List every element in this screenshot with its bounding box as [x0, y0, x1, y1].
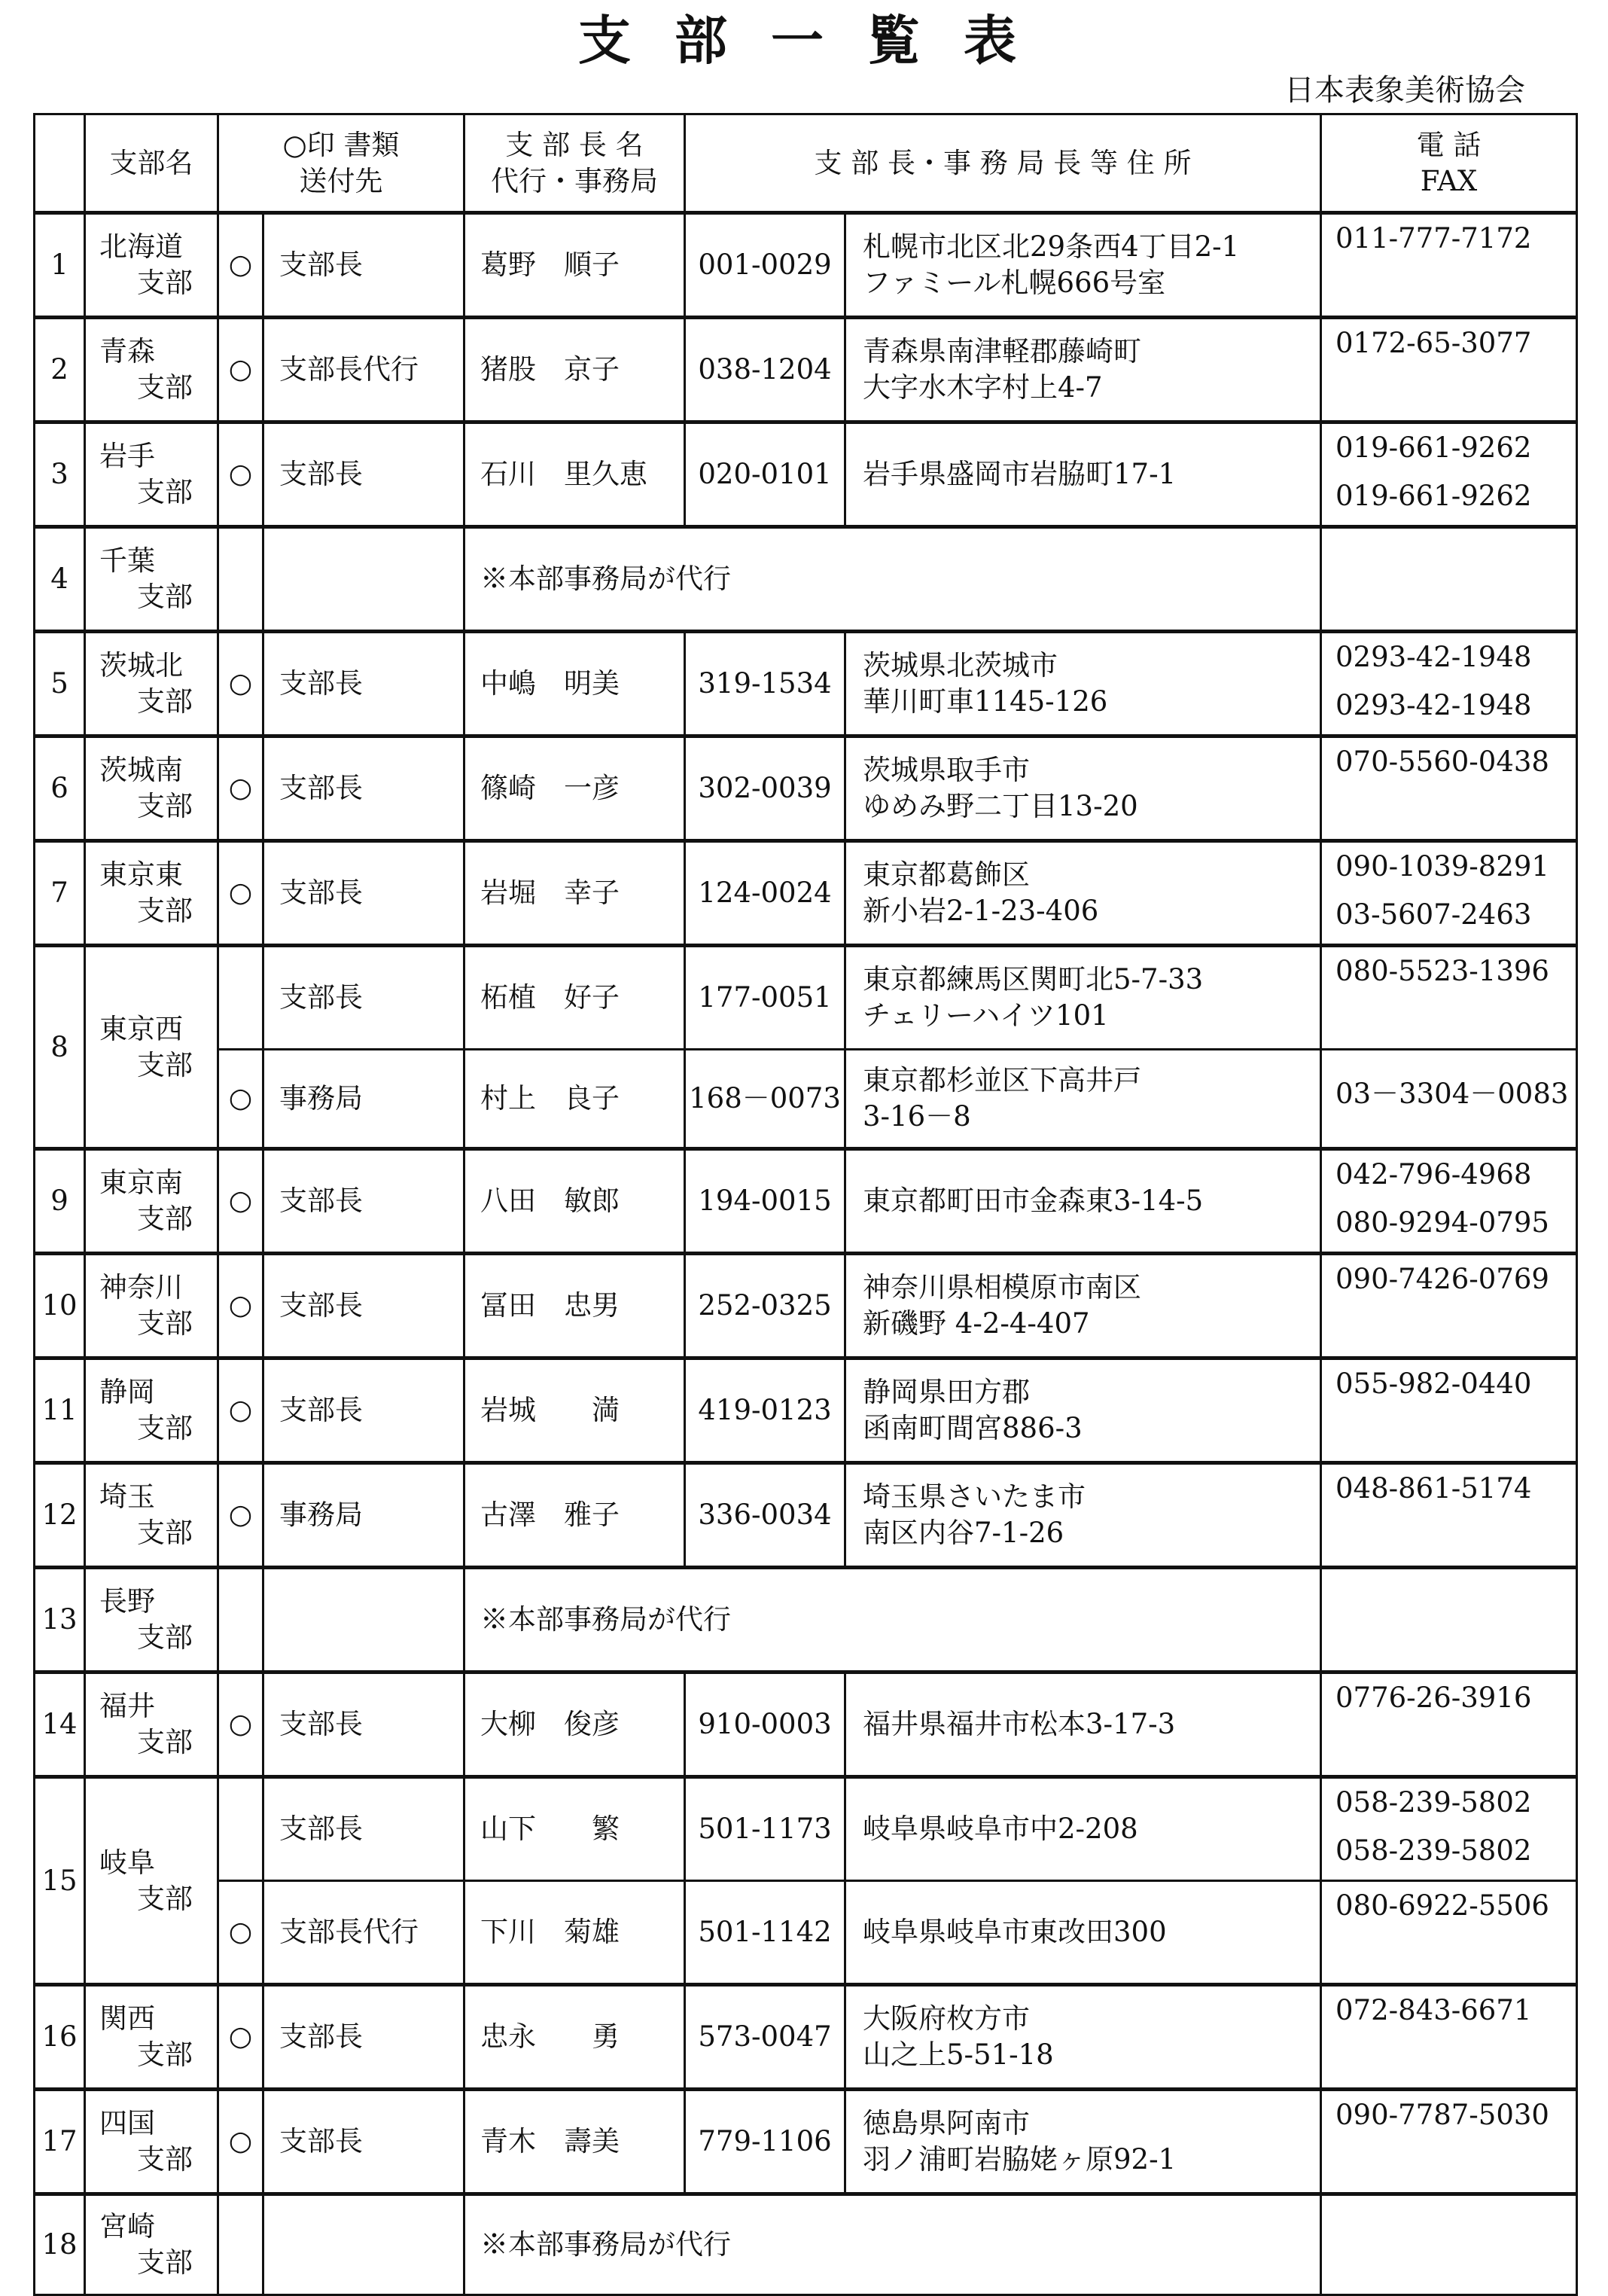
address: [845, 318, 1321, 422]
send-mark: [218, 1777, 263, 1881]
header-head-name: [464, 114, 685, 213]
table-body: [35, 213, 1577, 2295]
row-number: 4: [35, 527, 85, 632]
branch-name-line1: 青森: [99, 335, 155, 367]
branch-name-line2: 支部: [137, 790, 193, 822]
page-title: 支部一覧表: [578, 9, 1060, 72]
phone-fax: [1321, 2090, 1577, 2194]
phone-fax: [1321, 2194, 1577, 2295]
branch-name-line2: 支部: [137, 1048, 193, 1081]
phone-fax: [1321, 841, 1577, 946]
send-mark: ○: [218, 841, 263, 946]
head-name: 大柳 俊彦: [464, 1672, 685, 1777]
address: [845, 2090, 1321, 2194]
role: 支部長: [263, 1985, 464, 2090]
branch-name-line1: 神奈川: [99, 1271, 183, 1304]
address-line2: 新小岩2-1-23-406: [863, 895, 1099, 927]
address-line1: 東京都練馬区関町北5-7-33: [863, 963, 1204, 996]
address-line1: 徳島県阿南市: [863, 2107, 1031, 2139]
table-row: [35, 1672, 1577, 1777]
table-row: [35, 1254, 1577, 1358]
address: [845, 1050, 1321, 1149]
address: [845, 1881, 1321, 1985]
head-name: 岩堀 幸子: [464, 841, 685, 946]
send-mark: ○: [218, 736, 263, 841]
phone-fax: [1321, 1672, 1577, 1777]
address-line2: 華川町車1145-126: [863, 685, 1108, 718]
branch-name-line1: 北海道: [99, 230, 183, 263]
postal-code: 124-0024: [685, 841, 845, 946]
phone-line1: 090-7426-0769: [1335, 1263, 1549, 1295]
row-number: 12: [35, 1463, 85, 1568]
address: [845, 1358, 1321, 1463]
phone-fax: [1321, 1463, 1577, 1568]
phone-line1: 072-843-6671: [1335, 1994, 1532, 2026]
phone-fax: [1321, 1568, 1577, 1672]
phone-line2: 03-5607-2463: [1335, 898, 1532, 931]
phone-line1: 011-777-7172: [1335, 222, 1532, 255]
branch-name-line1: 福井: [99, 1690, 155, 1722]
address-line1: 福井県福井市松本3-17-3: [863, 1708, 1176, 1740]
branch-name: [85, 1463, 218, 1568]
head-name: 岩城 満: [464, 1358, 685, 1463]
table-row: [35, 1050, 1577, 1149]
phone-fax: [1321, 318, 1577, 422]
branch-name: [85, 1568, 218, 1672]
address: [845, 841, 1321, 946]
postal-code: 038-1204: [685, 318, 845, 422]
branch-name-line2: 支部: [137, 267, 193, 299]
postal-code: 020-0101: [685, 422, 845, 527]
postal-code: 194-0015: [685, 1149, 845, 1254]
branch-name-line2: 支部: [137, 685, 193, 718]
postal-code: 177-0051: [685, 946, 845, 1050]
proxy-note: ※本部事務局が代行: [464, 1568, 1321, 1672]
head-name: 篠崎 一彦: [464, 736, 685, 841]
send-mark: ○: [218, 422, 263, 527]
row-number: 6: [35, 736, 85, 841]
postal-code: 910-0003: [685, 1672, 845, 1777]
role: 支部長: [263, 946, 464, 1050]
send-mark: ○: [218, 1050, 263, 1149]
row-number: 5: [35, 632, 85, 736]
send-mark: ○: [218, 1254, 263, 1358]
row-number: 15: [35, 1777, 85, 1985]
header-send-line2: 送付先: [299, 164, 383, 197]
address-line2: 新磯野 4-2-4-407: [863, 1307, 1090, 1340]
postal-code: 302-0039: [685, 736, 845, 841]
role: 支部長: [263, 1254, 464, 1358]
address-line2: 南区内谷7-1-26: [863, 1517, 1064, 1549]
phone-fax: [1321, 1358, 1577, 1463]
branch-name-line2: 支部: [137, 1517, 193, 1549]
branch-name: [85, 1672, 218, 1777]
branch-name: [85, 632, 218, 736]
phone-fax: [1321, 527, 1577, 632]
phone-line1: 090-1039-8291: [1335, 850, 1549, 883]
branch-name: [85, 2194, 218, 2295]
table-row: [35, 422, 1577, 527]
role: [263, 1568, 464, 1672]
branch-name: [85, 736, 218, 841]
branch-name: [85, 1358, 218, 1463]
branch-name: [85, 2090, 218, 2194]
address-line2: 函南町間宮886-3: [863, 1412, 1083, 1444]
address-line1: 岐阜県岐阜市東改田300: [863, 1916, 1167, 1948]
phone-fax: [1321, 1050, 1577, 1149]
send-mark: ○: [218, 213, 263, 318]
address: [845, 632, 1321, 736]
branch-name-line1: 岩手: [99, 440, 155, 472]
branch-name-line2: 支部: [137, 2038, 193, 2071]
send-mark: [218, 946, 263, 1050]
branch-table: [33, 113, 1578, 2296]
address: [845, 1463, 1321, 1568]
role: 支部長: [263, 1149, 464, 1254]
phone-line1: 055-982-0440: [1335, 1368, 1532, 1400]
phone-line1: 048-861-5174: [1335, 1472, 1532, 1505]
address-line1: 札幌市北区北29条西4丁目2-1: [863, 230, 1240, 263]
address-line1: 東京都町田市金森東3-14-5: [863, 1185, 1204, 1217]
row-number: 11: [35, 1358, 85, 1463]
role: 支部長: [263, 213, 464, 318]
branch-name-line2: 支部: [137, 2143, 193, 2176]
phone-fax: [1321, 736, 1577, 841]
role: 事務局: [263, 1463, 464, 1568]
role: 支部長: [263, 2090, 464, 2194]
table-row: [35, 1149, 1577, 1254]
postal-code: 001-0029: [685, 213, 845, 318]
branch-name-line1: 茨城南: [99, 754, 183, 786]
table-row: [35, 946, 1577, 1050]
address: [845, 1777, 1321, 1881]
address-line1: 埼玉県さいたま市: [863, 1480, 1086, 1513]
phone-line1: 0293-42-1948: [1335, 641, 1532, 673]
branch-name-line1: 埼玉: [99, 1480, 155, 1513]
role: 支部長: [263, 736, 464, 841]
head-name: 下川 菊雄: [464, 1881, 685, 1985]
role: 支部長代行: [263, 1881, 464, 1985]
head-name: 忠永 勇: [464, 1985, 685, 2090]
organization-name: 日本表象美術協会: [1284, 73, 1525, 108]
postal-code: 501-1173: [685, 1777, 845, 1881]
send-mark: ○: [218, 632, 263, 736]
table-row: [35, 2090, 1577, 2194]
row-number: 1: [35, 213, 85, 318]
branch-name-line2: 支部: [137, 1412, 193, 1444]
header-phone-line2: FAX: [1420, 164, 1478, 197]
send-mark: ○: [218, 1672, 263, 1777]
role: 事務局: [263, 1050, 464, 1149]
address-line2: チェリーハイツ101: [863, 999, 1109, 1032]
postal-code: 779-1106: [685, 2090, 845, 2194]
table-row: [35, 213, 1577, 318]
address-line1: 茨城県北茨城市: [863, 649, 1058, 681]
branch-name: [85, 318, 218, 422]
phone-fax: [1321, 946, 1577, 1050]
branch-name-line1: 四国: [99, 2107, 155, 2139]
address-line2: 山之上5-51-18: [863, 2038, 1054, 2071]
phone-fax: [1321, 632, 1577, 736]
table-row: [35, 632, 1577, 736]
phone-fax: [1321, 1777, 1577, 1881]
branch-name-line1: 宮崎: [99, 2210, 155, 2243]
row-number: 16: [35, 1985, 85, 2090]
send-mark: ○: [218, 1985, 263, 2090]
row-number: 2: [35, 318, 85, 422]
send-mark: [218, 1568, 263, 1672]
branch-name: [85, 1149, 218, 1254]
send-mark: ○: [218, 1358, 263, 1463]
role: 支部長: [263, 422, 464, 527]
branch-name-line2: 支部: [137, 1621, 193, 1654]
header-head-line2: 代行・事務局: [491, 164, 659, 197]
address: [845, 736, 1321, 841]
branch-name: [85, 1254, 218, 1358]
table-row: [35, 1777, 1577, 1881]
branch-name: [85, 213, 218, 318]
address-line2: 3-16－8: [863, 1100, 971, 1133]
role: [263, 527, 464, 632]
phone-fax: [1321, 213, 1577, 318]
send-mark: ○: [218, 1149, 263, 1254]
postal-code: 168－0073: [685, 1050, 845, 1149]
phone-line1: 070-5560-0438: [1335, 746, 1549, 778]
branch-name-line2: 支部: [137, 1882, 193, 1915]
phone-line1: 058-239-5802: [1335, 1786, 1532, 1819]
table-row: [35, 1568, 1577, 1672]
address-line1: 神奈川県相模原市南区: [863, 1271, 1142, 1304]
branch-name: [85, 946, 218, 1149]
postal-code: 319-1534: [685, 632, 845, 736]
head-name: 冨田 忠男: [464, 1254, 685, 1358]
proxy-note: ※本部事務局が代行: [464, 527, 1321, 632]
row-number: 13: [35, 1568, 85, 1672]
table-row: [35, 841, 1577, 946]
branch-name-line1: 東京東: [99, 858, 183, 891]
branch-name-line1: 静岡: [99, 1376, 155, 1408]
address-line2: 大字水木字村上4-7: [863, 371, 1103, 404]
table-row: [35, 527, 1577, 632]
header-phone: [1321, 114, 1577, 213]
branch-name-line2: 支部: [137, 1726, 193, 1758]
address: [845, 213, 1321, 318]
phone-line2: 0293-42-1948: [1335, 689, 1532, 721]
role: 支部長: [263, 1672, 464, 1777]
phone-line2: 080-9294-0795: [1335, 1206, 1549, 1239]
postal-code: 419-0123: [685, 1358, 845, 1463]
phone-line1: 0172-65-3077: [1335, 327, 1532, 359]
address: [845, 1985, 1321, 2090]
phone-fax: [1321, 1985, 1577, 2090]
branch-name-line2: 支部: [137, 581, 193, 613]
phone-line1: 03－3304－0083: [1335, 1078, 1569, 1110]
head-name: 青木 壽美: [464, 2090, 685, 2194]
address: [845, 946, 1321, 1050]
branch-name-line2: 支部: [137, 1307, 193, 1340]
address-line1: 静岡県田方郡: [863, 1376, 1031, 1408]
branch-name-line1: 千葉: [99, 544, 155, 577]
branch-name: [85, 841, 218, 946]
role: 支部長: [263, 632, 464, 736]
header-send-to: [218, 114, 464, 213]
address-line2: 羽ノ浦町岩脇姥ヶ原92-1: [863, 2143, 1177, 2176]
proxy-note: ※本部事務局が代行: [464, 2194, 1321, 2295]
header-send-line1: ○印 書類: [282, 128, 400, 161]
head-name: 猪股 京子: [464, 318, 685, 422]
head-name: 柘植 好子: [464, 946, 685, 1050]
address-line1: 岩手県盛岡市岩脇町17-1: [863, 458, 1177, 490]
address: [845, 1672, 1321, 1777]
branch-name: [85, 1985, 218, 2090]
head-name: 八田 敏郎: [464, 1149, 685, 1254]
branch-name: [85, 1777, 218, 1985]
address-line1: 東京都葛飾区: [863, 858, 1031, 891]
branch-name: [85, 422, 218, 527]
table-row: [35, 318, 1577, 422]
table-row: [35, 2194, 1577, 2295]
send-mark: ○: [218, 318, 263, 422]
phone-line1: 0776-26-3916: [1335, 1682, 1532, 1714]
phone-fax: [1321, 422, 1577, 527]
role: 支部長: [263, 1358, 464, 1463]
send-mark: ○: [218, 1463, 263, 1568]
phone-line1: 019-661-9262: [1335, 431, 1532, 464]
row-number: 7: [35, 841, 85, 946]
row-number: 18: [35, 2194, 85, 2295]
phone-line1: 042-796-4968: [1335, 1158, 1532, 1191]
head-name: 古澤 雅子: [464, 1463, 685, 1568]
head-name: 葛野 順子: [464, 213, 685, 318]
address: [845, 422, 1321, 527]
header-number: [35, 114, 85, 213]
phone-line2: 019-661-9262: [1335, 480, 1532, 512]
postal-code: 501-1142: [685, 1881, 845, 1985]
send-mark: [218, 2194, 263, 2295]
row-number: 3: [35, 422, 85, 527]
head-name: 村上 良子: [464, 1050, 685, 1149]
address-line1: 岐阜県岐阜市中2-208: [863, 1813, 1138, 1845]
branch-name-line1: 長野: [99, 1585, 155, 1618]
table-header-row: [35, 114, 1577, 213]
phone-fax: [1321, 1881, 1577, 1985]
send-mark: ○: [218, 2090, 263, 2194]
table-row: [35, 1985, 1577, 2090]
address-line2: ファミール札幌666号室: [863, 267, 1166, 299]
table-row: [35, 1358, 1577, 1463]
role: [263, 2194, 464, 2295]
branch-name-line2: 支部: [137, 371, 193, 404]
branch-name-line2: 支部: [137, 2246, 193, 2279]
branch-name-line2: 支部: [137, 476, 193, 508]
branch-name-line2: 支部: [137, 1203, 193, 1235]
send-mark: [218, 527, 263, 632]
header-address: 支 部 長・事 務 局 長 等 住 所: [685, 114, 1321, 213]
header-phone-line1: 電 話: [1416, 128, 1482, 161]
postal-code: 252-0325: [685, 1254, 845, 1358]
head-name: 中嶋 明美: [464, 632, 685, 736]
branch-name-line1: 岐阜: [99, 1846, 155, 1879]
table-row: [35, 1463, 1577, 1568]
address: [845, 1149, 1321, 1254]
role: 支部長代行: [263, 318, 464, 422]
phone-line1: 080-6922-5506: [1335, 1889, 1549, 1922]
branch-name: [85, 527, 218, 632]
phone-line2: 058-239-5802: [1335, 1834, 1532, 1867]
branch-name-line1: 関西: [99, 2002, 155, 2035]
send-mark: ○: [218, 1881, 263, 1985]
row-number: 9: [35, 1149, 85, 1254]
phone-line1: 080-5523-1396: [1335, 955, 1549, 987]
table-row: [35, 736, 1577, 841]
head-name: 山下 繁: [464, 1777, 685, 1881]
address-line1: 大阪府枚方市: [863, 2002, 1031, 2035]
branch-name-line1: 東京南: [99, 1166, 183, 1199]
phone-fax: [1321, 1254, 1577, 1358]
row-number: 10: [35, 1254, 85, 1358]
role: 支部長: [263, 841, 464, 946]
row-number: 14: [35, 1672, 85, 1777]
row-number: 8: [35, 946, 85, 1149]
phone-line1: 090-7787-5030: [1335, 2099, 1549, 2131]
address-line2: ゆめみ野二丁目13-20: [863, 790, 1138, 822]
header-head-line1: 支 部 長 名: [505, 128, 644, 161]
role: 支部長: [263, 1777, 464, 1881]
row-number: 17: [35, 2090, 85, 2194]
address-line1: 東京都杉並区下高井戸: [863, 1064, 1142, 1096]
address-line1: 茨城県取手市: [863, 754, 1031, 786]
postal-code: 336-0034: [685, 1463, 845, 1568]
branch-name-line1: 茨城北: [99, 649, 183, 681]
postal-code: 573-0047: [685, 1985, 845, 2090]
address: [845, 1254, 1321, 1358]
table-row: [35, 1881, 1577, 1985]
branch-name-line1: 東京西: [99, 1012, 183, 1045]
header-branch: 支部名: [85, 114, 218, 213]
branch-name-line2: 支部: [137, 895, 193, 927]
phone-fax: [1321, 1149, 1577, 1254]
address-line1: 青森県南津軽郡藤崎町: [863, 335, 1142, 367]
head-name: 石川 里久恵: [464, 422, 685, 527]
